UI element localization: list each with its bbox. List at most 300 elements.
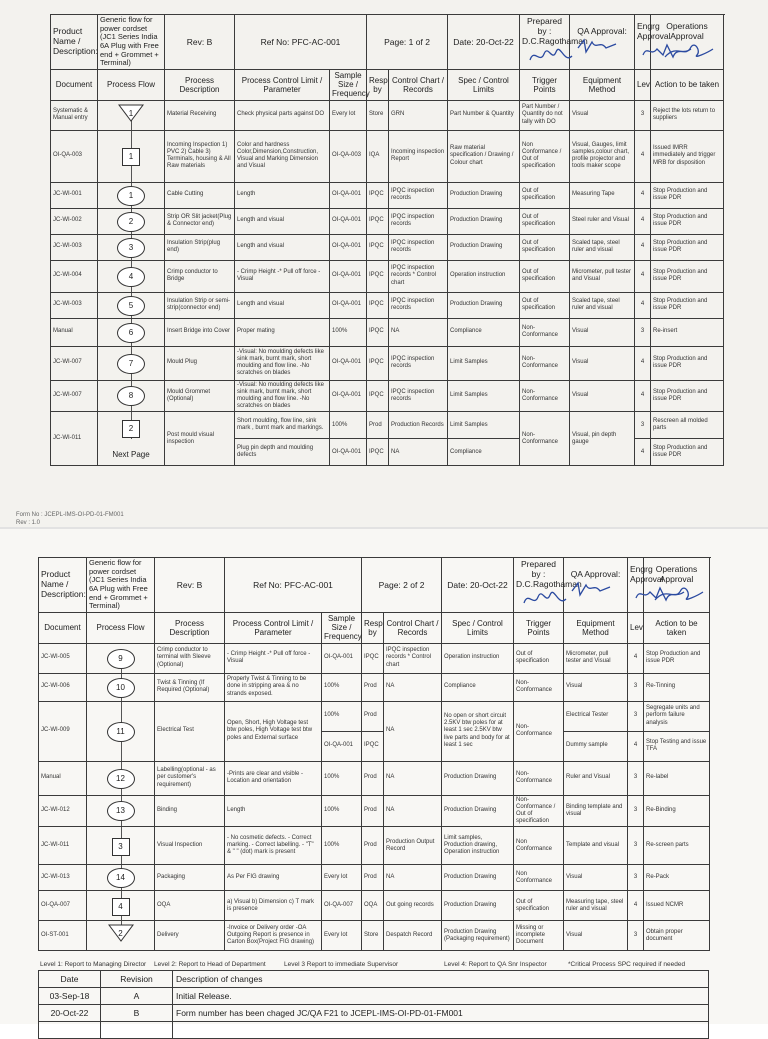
trigger-points: Out of specification <box>520 208 570 234</box>
document-ref: JC-WI-009 <box>39 701 87 761</box>
flow-inspection-box-icon: 4 <box>112 898 130 916</box>
control-parameter: Open, Short, High Voltage test btw poles, High Voltage test btw poles and External surface <box>225 701 322 761</box>
column-header: Document <box>39 613 87 644</box>
equipment-method: Steel ruler and Visual <box>570 208 635 234</box>
document-ref: JC-WI-004 <box>51 260 98 292</box>
column-header: Lev <box>635 70 651 101</box>
date-cell <box>448 15 520 70</box>
process-flow-cell <box>98 346 165 380</box>
change-cell: A <box>101 988 173 1005</box>
level: 4 <box>635 439 651 466</box>
process-row <box>39 673 710 701</box>
document-ref: Manual <box>39 761 87 795</box>
control-record: IPQC inspection records <box>389 380 448 412</box>
document-ref: JC-WI-001 <box>51 182 98 208</box>
document-ref: OI-QA-003 <box>51 130 98 182</box>
change-cell: Initial Release. <box>173 988 709 1005</box>
flow-triangle-icon <box>118 104 144 122</box>
engrg-approval <box>635 15 671 70</box>
column-header: Spec / Control Limits <box>448 70 520 101</box>
page-number: Page: 1 of 2 <box>367 15 448 70</box>
level: 4 <box>635 182 651 208</box>
control-parameter: Length and visual <box>235 292 330 318</box>
equipment-method: Micrometer, pull tester and Visual <box>564 643 628 673</box>
responsible: Prod <box>362 701 384 731</box>
sample-size: OI-QA-001 <box>322 643 362 673</box>
equipment-method: Scaled tape, steel ruler and visual <box>570 292 635 318</box>
level: 4 <box>635 380 651 412</box>
spec-limits: Limit Samples <box>448 346 520 380</box>
spec-limits: Limit samples, Production drawing, Operation instruction <box>442 827 514 865</box>
process-row <box>51 260 724 292</box>
action-to-take: Reject the lots return to suppliers <box>651 100 724 130</box>
control-parameter: -Visual: No moulding defects like sink mark, burnt mark, short moulding and flow line. -No scratches on blades <box>235 346 330 380</box>
sample-size: OI-QA-001 <box>330 234 367 260</box>
column-header: Document <box>51 70 98 101</box>
process-flow-cell <box>87 921 155 951</box>
responsible: Prod <box>362 827 384 865</box>
document-ref: JC-WI-011 <box>39 827 87 865</box>
process-description: Mould Plug <box>165 346 235 380</box>
revision: Rev: B <box>155 558 225 613</box>
process-row <box>51 208 724 234</box>
trigger-points: Non Conformance / Out of specification <box>520 130 570 182</box>
process-flow-cell <box>87 891 155 921</box>
process-row <box>51 412 724 439</box>
document-ref: JC-WI-013 <box>39 865 87 891</box>
spec-limits: Production Drawing <box>442 891 514 921</box>
change-column-header: Revision <box>101 971 173 988</box>
control-parameter: Length and visual <box>235 234 330 260</box>
control-record: Incoming inspection Report <box>389 130 448 182</box>
spec-limits: Operation instruction <box>442 643 514 673</box>
control-parameter: Length and visual <box>235 208 330 234</box>
document-ref: JC-WI-012 <box>39 795 87 827</box>
spec-limits: Operation instruction <box>448 260 520 292</box>
flow-operation-circle-icon: 7 <box>117 354 145 374</box>
signature-ops <box>647 584 707 604</box>
sample-size: OI-QA-007 <box>322 891 362 921</box>
process-row <box>39 643 710 673</box>
action-to-take: Re-Pack <box>644 865 710 891</box>
control-record: IPQC inspection records <box>389 234 448 260</box>
trigger-points: Missing or incomplete Document <box>514 921 564 951</box>
control-record: NA <box>389 439 448 466</box>
sample-size: Every lot <box>322 865 362 891</box>
action-to-take: Stop Production and issue PDR <box>651 439 724 466</box>
flow-operation-circle-icon: 14 <box>107 868 135 888</box>
control-parameter: -Prints are clear and visible -Location and orientation <box>225 761 322 795</box>
sample-size: Every lot <box>330 100 367 130</box>
change-history-row <box>39 1005 709 1022</box>
operations-approval-text: Operations Approval <box>666 21 708 41</box>
process-description: Post mould visual inspection <box>165 412 235 466</box>
column-header: Process Flow <box>98 70 165 101</box>
column-header: Trigger Points <box>520 70 570 101</box>
process-description: Strip OR Slit jacket(Plug & Connector end) <box>165 208 235 234</box>
date-cell <box>442 558 514 613</box>
equipment-method: Visual, Gauges, limit samples,colour chart, profile projector and tools maker scope <box>570 130 635 182</box>
column-header: Process Description <box>155 613 225 644</box>
equipment-method: Dummy sample <box>564 731 628 761</box>
column-header-row <box>51 70 724 101</box>
sample-size: 100% <box>322 795 362 827</box>
reference-number: Ref No: PFC-AC-001 <box>225 558 362 613</box>
responsible: OQA <box>362 891 384 921</box>
column-header: Sample Size / Frequency <box>330 70 367 101</box>
flow-operation-circle-icon: 8 <box>117 386 145 406</box>
flow-inspection-box-icon: 1 <box>122 148 140 166</box>
control-record: Production Records <box>389 412 448 439</box>
control-record: NA <box>389 318 448 346</box>
escalation-level-note: Level 4: Report to QA Snr Inspector <box>444 961 547 968</box>
level: 3 <box>628 921 644 951</box>
responsible: IPQC <box>367 439 389 466</box>
spec-limits: Production Drawing <box>448 292 520 318</box>
column-header: Process Control Limit / Parameter <box>235 70 330 101</box>
process-description: Material Receiving <box>165 100 235 130</box>
spec-limits: Production Drawing (Packaging requirement) <box>442 921 514 951</box>
level: 3 <box>635 100 651 130</box>
process-row <box>51 318 724 346</box>
action-to-take: Stop Production and issue PDR <box>651 380 724 412</box>
equipment-method: Measuring Tape <box>570 182 635 208</box>
process-row <box>51 234 724 260</box>
control-parameter: -Visual: No moulding defects like sink mark, burnt mark, short moulding and flow line. -No scratches on blades <box>235 380 330 412</box>
sample-size: OI-QA-001 <box>330 439 367 466</box>
process-description: Cable Cutting <box>165 182 235 208</box>
equipment-method: Visual, pin depth gauge <box>570 412 635 466</box>
spec-limits: Part Number & Quantity <box>448 100 520 130</box>
equipment-method: Visual <box>564 865 628 891</box>
responsible: IPQC <box>367 182 389 208</box>
trigger-points: Non Conformance <box>514 827 564 865</box>
level: 4 <box>635 208 651 234</box>
spec-limits: Production Drawing <box>448 234 520 260</box>
flow-operation-circle-icon: 13 <box>107 801 135 821</box>
engrg-approval-text: Engrg Approval <box>630 564 664 584</box>
process-description: Packaging <box>155 865 225 891</box>
trigger-points: Non-Conformance / Out of specification <box>514 795 564 827</box>
responsible: Prod <box>367 412 389 439</box>
change-history-row <box>39 1022 709 1039</box>
column-header: Sample Size / Frequency <box>322 613 362 644</box>
control-parameter: Short moulding, flow line, sink mark , burnt mark and markings. <box>235 412 330 439</box>
process-flow-cell <box>87 865 155 891</box>
process-flow-cell <box>98 412 165 466</box>
column-header: Equipment Method <box>564 613 628 644</box>
revision: Rev: B <box>165 15 235 70</box>
equipment-method: Electrical Tester <box>564 701 628 731</box>
process-flow-cell <box>98 380 165 412</box>
trigger-points: Out of specification <box>514 643 564 673</box>
product-label: Product Name / Description: <box>51 15 98 70</box>
date-value: 20-Oct-22 <box>475 37 514 47</box>
spec-limits: Compliance <box>448 439 520 466</box>
column-header: Spec / Control Limits <box>442 613 514 644</box>
document-ref: Manual <box>51 318 98 346</box>
responsible: IPQC <box>367 208 389 234</box>
process-row <box>51 346 724 380</box>
document-ref: JC-WI-005 <box>39 643 87 673</box>
flow-operation-circle-icon: 9 <box>107 649 135 669</box>
equipment-method: Visual <box>570 318 635 346</box>
change-cell: Form number has been chaged JC/QA F21 to JCEPL-IMS-OI-PD-01-FM001 <box>173 1005 709 1022</box>
sample-size: Every lot <box>322 921 362 951</box>
control-plan-table-page-2 <box>38 557 710 951</box>
equipment-method: Scaled tape, steel ruler and visual <box>570 234 635 260</box>
process-description: Crimp conductor to terminal with Sleeve (Optional) <box>155 643 225 673</box>
document-ref: OI-ST-001 <box>39 921 87 951</box>
process-row <box>39 921 710 951</box>
escalation-level-note: Level 2: Report to Head of Department <box>154 961 266 968</box>
trigger-points: Non-Conformance <box>520 318 570 346</box>
trigger-points: Non Conformance <box>514 865 564 891</box>
action-to-take: Stop Production and issue PDR <box>651 346 724 380</box>
change-cell <box>173 1022 709 1039</box>
level: 3 <box>628 761 644 795</box>
action-to-take: Obtain proper document <box>644 921 710 951</box>
control-parameter: Proper mating <box>235 318 330 346</box>
date-label: Date: <box>447 580 470 590</box>
trigger-points: Out of specification <box>520 234 570 260</box>
change-cell <box>101 1022 173 1039</box>
change-history-table <box>38 970 709 1039</box>
process-flow-cell <box>98 318 165 346</box>
trigger-points: Non-Conformance <box>514 701 564 761</box>
control-record: NA <box>384 701 442 761</box>
column-header-row <box>39 613 710 644</box>
next-page-label: Next Page <box>112 450 150 460</box>
operations-approval <box>644 558 710 613</box>
document-header-row <box>51 15 724 70</box>
action-to-take: Re-Tinning <box>644 673 710 701</box>
equipment-method: Visual <box>570 100 635 130</box>
process-flow-cell <box>87 761 155 795</box>
column-header: Control Chart / Records <box>389 70 448 101</box>
document-ref: JC-WI-011 <box>51 412 98 466</box>
process-description: Twist & Tinning (If Required (Optional) <box>155 673 225 701</box>
level: 4 <box>635 260 651 292</box>
control-record: IPQC inspection records <box>389 208 448 234</box>
sample-size: OI-QA-001 <box>330 346 367 380</box>
level: 4 <box>635 234 651 260</box>
responsible: Prod <box>362 865 384 891</box>
prepared-by <box>514 558 582 613</box>
process-row <box>51 182 724 208</box>
engrg-approval <box>628 558 664 613</box>
trigger-points: Non-Conformance <box>514 673 564 701</box>
sample-size: OI-QA-001 <box>322 731 362 761</box>
responsible: IPQC <box>367 292 389 318</box>
signature-qa <box>572 36 632 56</box>
action-to-take: Stop Testing and issue TFA <box>644 731 710 761</box>
process-description: Insulation Strip or semi-strip(connector end) <box>165 292 235 318</box>
column-header: Resp by <box>362 613 384 644</box>
control-parameter: - Crimp Height -* Pull off force - Visual <box>235 260 330 292</box>
sample-size: 100% <box>322 701 362 731</box>
process-description: Crimp conductor to Bridge <box>165 260 235 292</box>
document-ref: OI-QA-007 <box>39 891 87 921</box>
process-row <box>39 827 710 865</box>
level: 4 <box>635 292 651 318</box>
column-header: Resp by <box>367 70 389 101</box>
level: 4 <box>628 643 644 673</box>
action-to-take: Stop Production and issue PDR <box>651 292 724 318</box>
equipment-method: Micrometer, pull tester and Visual <box>570 260 635 292</box>
control-parameter: Length <box>235 182 330 208</box>
process-description: Mould Grommet (Optional) <box>165 380 235 412</box>
flow-operation-circle-icon: 11 <box>107 722 135 742</box>
sample-size: OI-QA-001 <box>330 182 367 208</box>
process-row <box>39 891 710 921</box>
process-row <box>51 380 724 412</box>
trigger-points: Out of specification <box>514 891 564 921</box>
process-row <box>51 292 724 318</box>
responsible: Store <box>367 100 389 130</box>
sample-size: OI-QA-001 <box>330 292 367 318</box>
trigger-points: Out of specification <box>520 260 570 292</box>
equipment-method: Ruler and Visual <box>564 761 628 795</box>
action-to-take: Issued NCMR <box>644 891 710 921</box>
responsible: Prod <box>362 795 384 827</box>
sample-size: OI-QA-001 <box>330 380 367 412</box>
column-header: Action to be taken <box>651 70 724 101</box>
column-header: Action to be taken <box>644 613 710 644</box>
equipment-method: Visual <box>564 673 628 701</box>
document-ref: Systematic & Manual entry <box>51 100 98 130</box>
qa-approval-text: QA Approval: <box>577 26 627 36</box>
document-ref: JC-WI-007 <box>51 346 98 380</box>
process-row <box>51 130 724 182</box>
column-header: Process Description <box>165 70 235 101</box>
process-flow-cell <box>87 795 155 827</box>
responsible: IPQC <box>367 380 389 412</box>
process-flow-cell <box>98 234 165 260</box>
control-record: Production Output Record <box>384 827 442 865</box>
spec-limits: Production Drawing <box>448 182 520 208</box>
spec-limits: Limit Samples <box>448 380 520 412</box>
process-description: Incoming Inspection 1) PVC 2) Cable 3) Terminals, housing & All Raw materials <box>165 130 235 182</box>
document-ref: JC-WI-003 <box>51 292 98 318</box>
sample-size: 100% <box>322 827 362 865</box>
responsible: IPQC <box>367 260 389 292</box>
level: 3 <box>628 827 644 865</box>
process-row <box>39 865 710 891</box>
process-row <box>39 795 710 827</box>
prepared-by-text: Prepared by : D.C.Ragothaman <box>522 16 588 46</box>
form-number-footer: Form No : JCEPL-IMS-OI-PD-01-FM001 Rev : 1.0 <box>16 512 124 526</box>
flow-operation-circle-icon: 12 <box>107 769 135 789</box>
change-history-row <box>39 988 709 1005</box>
control-parameter: Color and hardness Color,Dimension,Construction, Visual and Marking Dimension and Visual <box>235 130 330 182</box>
process-description: Delivery <box>155 921 225 951</box>
column-header: Control Chart / Records <box>384 613 442 644</box>
flow-operation-circle-icon: 3 <box>117 238 145 258</box>
trigger-points: Non-Conformance <box>520 380 570 412</box>
control-record: IPQC inspection records <box>389 292 448 318</box>
product-label: Product Name / Description: <box>39 558 87 613</box>
sample-size: OI-QA-001 <box>330 208 367 234</box>
process-description: Labelling(optional - as per customer's requirement) <box>155 761 225 795</box>
sample-size: 100% <box>330 412 367 439</box>
flow-operation-circle-icon: 1 <box>117 186 145 206</box>
signature-ops <box>657 41 717 61</box>
process-description: Visual Inspection <box>155 827 225 865</box>
column-header: Process Control Limit / Parameter <box>225 613 322 644</box>
action-to-take: Stop Production and issue PDR <box>651 234 724 260</box>
equipment-method: Binding template and visual <box>564 795 628 827</box>
flow-operation-circle-icon: 4 <box>117 267 145 287</box>
flow-step-number: 2 <box>118 929 123 939</box>
action-to-take: Stop Production and issue PDR <box>644 643 710 673</box>
flow-inspection-box-icon: 3 <box>112 838 130 856</box>
control-parameter: Properly Twist & Tinning to be done in stripping area & no strands exposed. <box>225 673 322 701</box>
control-record: IPQC inspection records <box>389 182 448 208</box>
control-record: NA <box>384 761 442 795</box>
trigger-points: Non-Conformance <box>520 412 570 466</box>
level: 3 <box>628 795 644 827</box>
flow-operation-circle-icon: 5 <box>117 296 145 316</box>
qa-approval-text: QA Approval: <box>570 569 621 579</box>
equipment-method: Visual <box>564 921 628 951</box>
change-cell: 03-Sep-18 <box>39 988 101 1005</box>
flow-operation-circle-icon: 2 <box>117 212 145 232</box>
document-ref: JC-WI-002 <box>51 208 98 234</box>
process-row <box>39 701 710 731</box>
spec-limits: Compliance <box>442 673 514 701</box>
level: 3 <box>635 318 651 346</box>
control-parameter: Check physical parts against DO <box>235 100 330 130</box>
sample-size: 100% <box>330 318 367 346</box>
responsible: IPQC <box>362 731 384 761</box>
operations-approval-text: Operations Approval <box>655 564 698 584</box>
process-row <box>39 761 710 795</box>
control-parameter: - Crimp Height -* Pull off force - Visual <box>225 643 322 673</box>
equipment-method: Visual <box>570 346 635 380</box>
control-record: IPQC inspection records <box>389 346 448 380</box>
responsible: Prod <box>362 673 384 701</box>
column-header: Trigger Points <box>514 613 564 644</box>
control-record: NA <box>384 865 442 891</box>
control-record: IPQC inspection records * Control chart <box>384 643 442 673</box>
process-flow-cell <box>87 701 155 761</box>
trigger-points: Part Number / Quantity do not tally with DO <box>520 100 570 130</box>
control-record: IPQC inspection records * Control chart <box>389 260 448 292</box>
spec-limits: Raw material specification / Drawing / Colour chart <box>448 130 520 182</box>
control-parameter: - No cosmetic defects. - Correct marking. - Correct labelling. - "T" & " " (dot) mark is present <box>225 827 322 865</box>
control-record: NA <box>384 673 442 701</box>
process-row <box>51 100 724 130</box>
responsible: IPQC <box>367 318 389 346</box>
reference-number: Ref No: PFC-AC-001 <box>235 15 367 70</box>
responsible: IPQC <box>367 234 389 260</box>
process-description: Insulation Strip(plug end) <box>165 234 235 260</box>
change-cell: 20-Oct-22 <box>39 1005 101 1022</box>
process-flow-cell <box>98 100 165 130</box>
trigger-points: Out of specification <box>520 292 570 318</box>
responsible: Prod <box>362 761 384 795</box>
action-to-take: Re-label <box>644 761 710 795</box>
spec-limits: Production Drawing <box>448 208 520 234</box>
change-cell: B <box>101 1005 173 1022</box>
action-to-take: Stop Production and issue PDR <box>651 260 724 292</box>
flow-step-number: 1 <box>128 108 134 118</box>
control-parameter: Plug pin depth and moulding defects <box>235 439 330 466</box>
responsible: Store <box>362 921 384 951</box>
process-description: Insert Bridge into Cover <box>165 318 235 346</box>
product-description: Generic flow for power cordset (JC1 Series India 6A Plug with Free end + Grommet + Terminal) <box>87 558 155 613</box>
